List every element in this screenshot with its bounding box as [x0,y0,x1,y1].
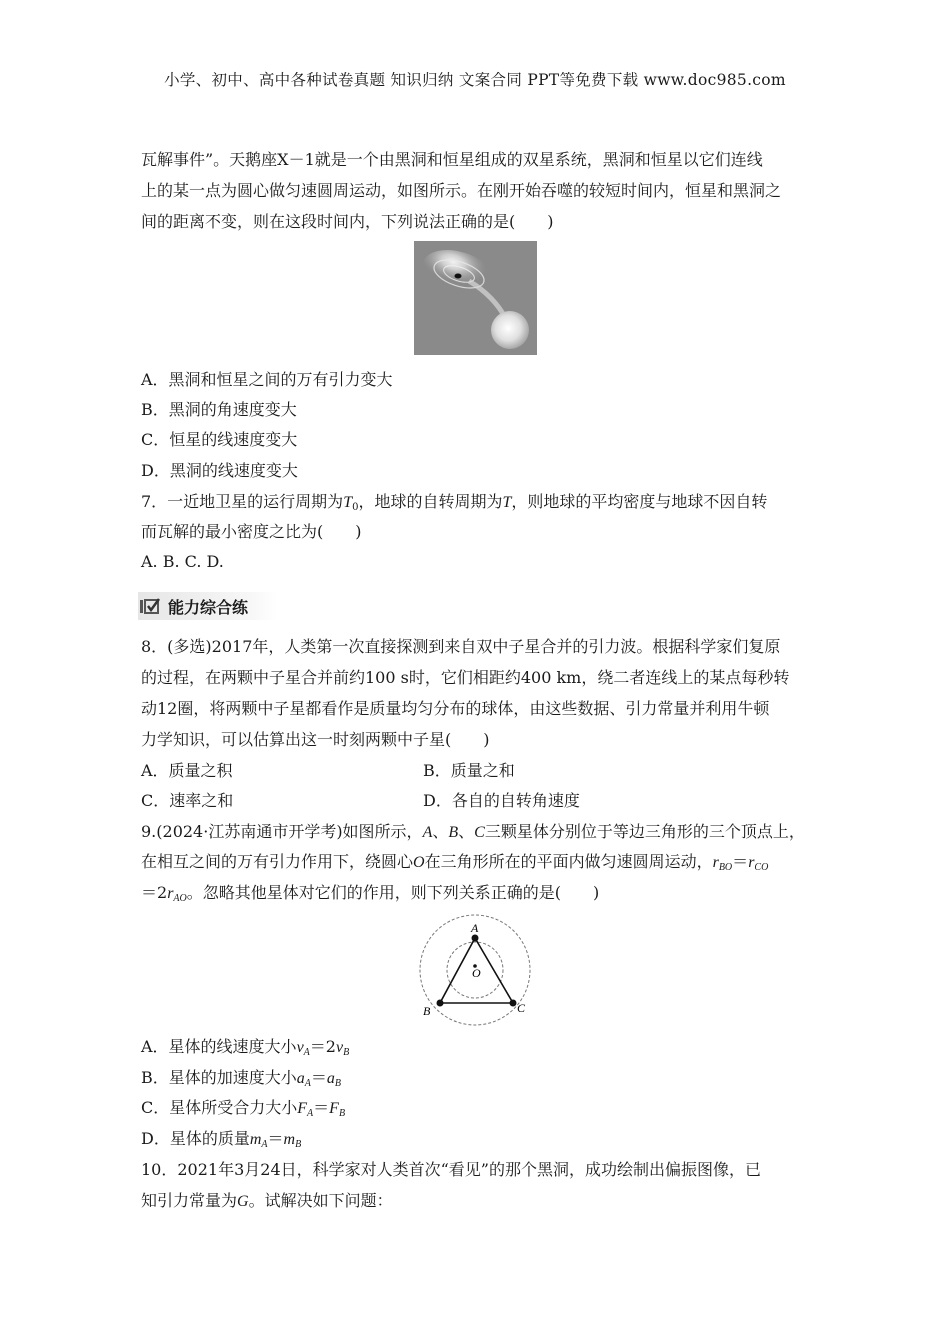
q8-stem-line-1: 8．(多选)2017年，人类第一次直接探测到来自双中子星合并的引力波。根据科学家们复原 [141,637,781,656]
q8-option-d: D．各自的自转角速度 [423,791,580,810]
checklist-icon [138,596,162,616]
q9-option-a: A．星体的线速度大小$v_A=2v_B$ [141,1037,350,1058]
q7-options: A. B. C. D. [141,552,224,571]
label-a: A [471,921,479,935]
q9-option-d: D．星体的质量$m_A=m_B$ [141,1129,302,1150]
q9-stem-line-1: 9.(2024·江苏南通市开学考)如图所示，A、B、C三颗星体分别位于等边三角形的三个顶点上， [141,822,805,841]
q10-stem-line-1: 10．2021年3月24日，科学家对人类首次“看见”的那个黑洞，成功绘制出偏振图像，已 [141,1160,761,1179]
q7-stem-line-2: 而瓦解的最小密度之比为( ) [141,522,362,541]
page-header: 小学、初中、高中各种试卷真题 知识归纳 文案合同 PPT等免费下载 www.doc985.com [164,71,786,89]
black-hole-binary-image [414,241,537,355]
q6-option-a: A．黑洞和恒星之间的万有引力变大 [141,370,393,389]
q9-option-c: C．星体所受合力大小$F_A=F_B$ [141,1098,346,1119]
q8-stem-line-3: 动12圈，将两颗中子星都看作是质量均匀分布的球体，由这些数据、引力常量并利用牛顿 [141,699,770,718]
q8-stem-line-2: 的过程，在两颗中子星合并前约100 s时，它们相距约400 km，绕二者连线上的某点每秒转 [141,668,790,687]
q6-option-c: C．恒星的线速度变大 [141,430,298,449]
q8-option-b: B．质量之和 [423,761,515,780]
q6-stem-line-1: 瓦解事件”。天鹅座X－1就是一个由黑洞和恒星组成的双星系统，黑洞和恒星以它们连线 [141,150,763,169]
star-a [472,935,479,942]
q9-option-b: B．星体的加速度大小$a_A=a_B$ [141,1068,341,1089]
q9-stem-line-3: $=2r_{AO}$。忽略其他星体对它们的作用，则下列关系正确的是( ) [141,883,600,904]
q6-option-d: D．黑洞的线速度变大 [141,461,298,480]
star-b [437,1000,444,1007]
q8-option-a: A．质量之积 [141,761,233,780]
q9-stem-line-2: 在相互之间的万有引力作用下，绕圆心O在三角形所在的平面内做匀速圆周运动，$r_{BO}=r_{CO}$ [141,852,769,873]
q6-option-b: B．黑洞的角速度变大 [141,400,297,419]
section-title: 能力综合练 [168,597,249,617]
q7-stem-line-1: 7．一近地卫星的运行周期为$T_0$，地球的自转周期为T，则地球的平均密度与地球不因自转 [141,492,768,513]
q8-stem-line-4: 力学知识，可以估算出这一时刻两颗中子星( ) [141,730,490,749]
section-heading [138,592,278,620]
label-c: C [517,1001,526,1015]
q10-stem-line-2: 知引力常量为G。试解决如下问题： [141,1191,393,1210]
label-o: O [472,966,481,980]
triangle-orbit-diagram [410,914,540,1026]
star-c [510,1000,517,1007]
label-b: B [423,1004,431,1018]
q6-stem-line-3: 间的距离不变，则在这段时间内，下列说法正确的是( ) [141,212,554,231]
q6-stem-line-2: 上的某一点为圆心做匀速圆周运动，如图所示。在刚开始吞噬的较短时间内，恒星和黑洞之 [141,181,782,200]
q8-option-c: C．速率之和 [141,791,234,810]
